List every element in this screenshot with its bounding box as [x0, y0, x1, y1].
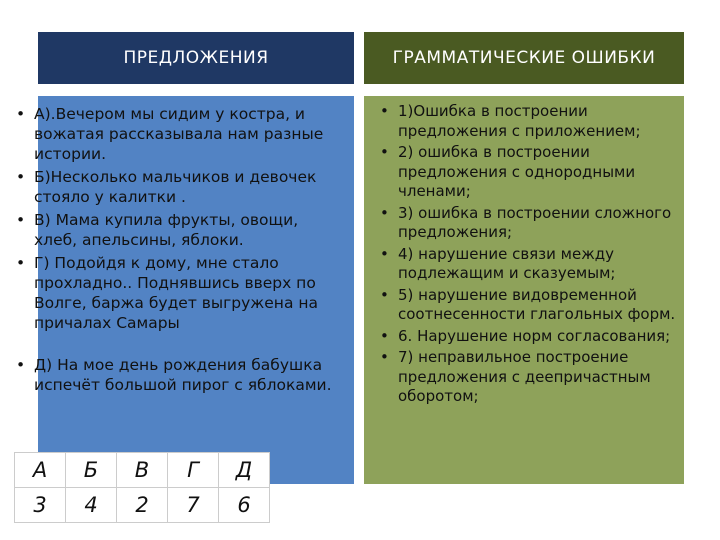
sentence-item [16, 104, 346, 164]
sentence-text: Д) На мое день рождения бабушка испечёт большой пирог с яблоками. [34, 356, 332, 394]
sentence-text: В) Мама купила фрукты, овощи, хлеб, апельсины, яблоки. [34, 211, 299, 249]
answer-number-cell: 6 [219, 488, 270, 523]
bullet-icon: • [16, 168, 26, 186]
error-text: 7) неправильное построение предложения с деепричастным оборотом; [398, 348, 651, 405]
sentence-text: А).Вечером мы сидим у костра, и вожатая рассказывала нам разные истории. [34, 105, 324, 163]
error-item [380, 244, 680, 284]
bullet-icon: • [380, 348, 389, 366]
error-item [380, 203, 680, 243]
bullet-icon: • [380, 203, 389, 222]
sentence-item [16, 167, 346, 207]
answer-letter-cell: В [117, 453, 168, 488]
error-item [380, 326, 680, 347]
error-text: 1)Ошибка в построении предложения с приложением; [398, 102, 641, 140]
sentence-item [16, 210, 346, 250]
sentence-item [16, 253, 346, 333]
error-text: 2) ошибка в построении предложения с однородными членами; [398, 143, 636, 200]
error-item [380, 285, 680, 325]
error-item [380, 348, 680, 407]
error-text: 6. Нарушение норм согласования; [398, 326, 671, 345]
bullet-icon: • [380, 285, 389, 304]
sentences-header [38, 32, 354, 84]
bullet-icon: • [380, 102, 389, 120]
answer-letter-cell: А [15, 453, 66, 488]
answer-numbers-row [15, 488, 270, 523]
answer-letter-cell: Б [66, 453, 117, 488]
sentence-text: Б)Несколько мальчиков и девочек стояло у калитки . [34, 168, 317, 206]
errors-header [364, 32, 684, 84]
answer-number-cell: 2 [117, 488, 168, 523]
answer-letter-cell: Г [168, 453, 219, 488]
bullet-icon: • [16, 254, 26, 272]
bullet-icon: • [380, 326, 389, 345]
bullet-icon: • [16, 356, 26, 374]
bullet-icon: • [16, 105, 26, 123]
answer-letters-row [15, 453, 270, 488]
answer-number-cell: 4 [66, 488, 117, 523]
errors-list [380, 102, 680, 409]
errors-header-label: ГРАММАТИЧЕСКИЕ ОШИБКИ [392, 48, 656, 68]
answer-table [14, 452, 270, 523]
bullet-icon: • [380, 244, 389, 263]
sentences-header-label: ПРЕДЛОЖЕНИЯ [123, 48, 269, 68]
sentence-item [16, 355, 346, 395]
error-item [380, 143, 680, 202]
sentence-text: Г) Подойдя к дому, мне стало прохладно.. Поднявшись вверх по Волге, баржа будет выгружена на причалах Самары [34, 254, 319, 332]
error-text: 4) нарушение связи между подлежащим и сказуемым; [398, 244, 616, 282]
answer-number-cell: 3 [15, 488, 66, 523]
error-text: 5) нарушение видовременной соотнесенности глагольных форм. [398, 285, 676, 323]
error-item [380, 102, 680, 141]
answer-letter-cell: Д [219, 453, 270, 488]
sentences-list [16, 104, 346, 398]
bullet-icon: • [380, 143, 389, 161]
answer-number-cell: 7 [168, 488, 219, 523]
bullet-icon: • [16, 211, 26, 229]
error-text: 3) ошибка в построении сложного предложения; [398, 203, 672, 241]
